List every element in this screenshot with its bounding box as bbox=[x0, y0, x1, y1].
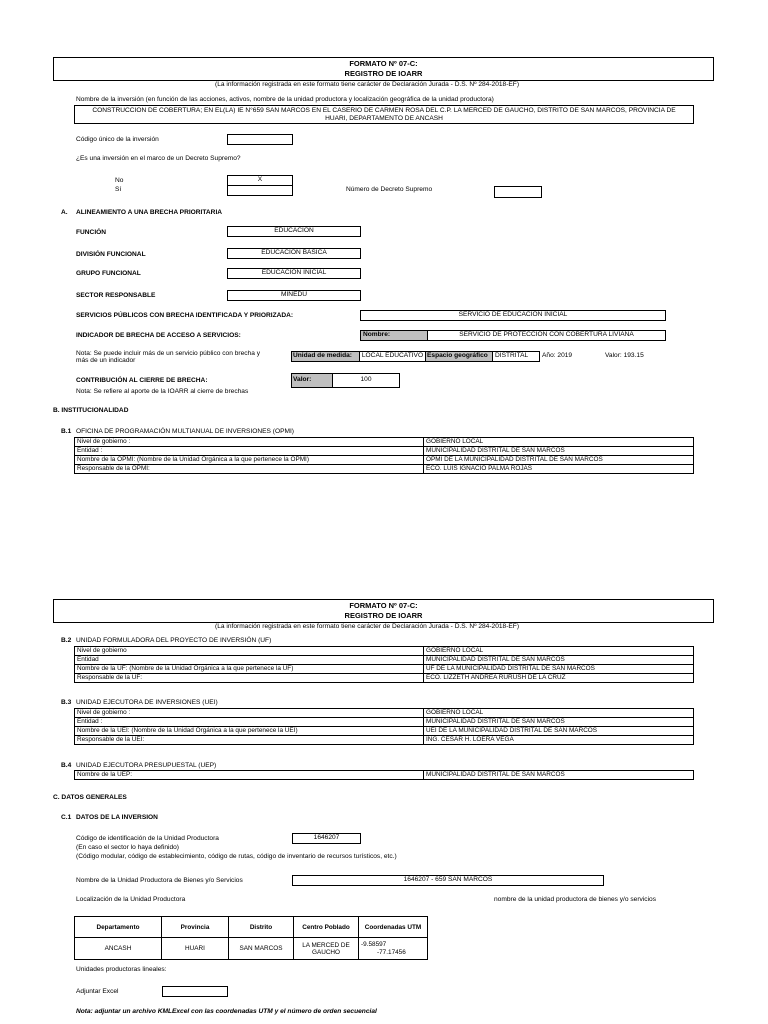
c1-num: C.1 bbox=[61, 814, 72, 821]
table-row bbox=[75, 674, 694, 683]
table-row bbox=[75, 656, 694, 665]
b1-label: Responsable de la OPMI: bbox=[75, 465, 424, 474]
cell-distrito[interactable]: SAN MARCOS bbox=[229, 938, 294, 960]
b1-label: Nivel de gobierno : bbox=[75, 438, 424, 447]
table-row bbox=[75, 727, 694, 736]
b2-value[interactable]: UF DE LA MUNICIPALIDAD DISTRITAL DE SAN MARCOS bbox=[424, 665, 694, 674]
table-row bbox=[75, 447, 694, 456]
table-row bbox=[75, 465, 694, 474]
si-checkbox[interactable] bbox=[227, 185, 293, 196]
nombre-label-cell: Nombre: bbox=[360, 330, 428, 341]
inversion-line2: HUARI, DEPARTAMENTO DE ANCASH bbox=[325, 115, 443, 122]
table-row bbox=[75, 456, 694, 465]
page1-subtitle: (La información registrada en este formato tiene carácter de Declaración Jurada - D.S. Nº 284-2018-EF) bbox=[215, 81, 520, 88]
table-row bbox=[75, 718, 694, 727]
cod-up-label: Código de identificación de la Unidad Productora bbox=[76, 835, 219, 842]
si-label: Sí bbox=[115, 186, 122, 193]
cell-centro-poblado[interactable]: LA MERCED DE GAUCHO bbox=[294, 938, 359, 960]
inversion-line1: CONSTRUCCION DE COBERTURA; EN EL(LA) IE N°659 SAN MARCOS EN EL CASERIO DE CARMEN ROSA DEL C.P. LA MERCED DE GAUCHO, DISTRITO DE SAN MARCOS, PROVINCIA DE bbox=[92, 107, 676, 114]
c1-title: DATOS DE LA INVERSION bbox=[76, 814, 158, 821]
unidad-medida-field[interactable]: LOCAL EDUCATIVO bbox=[359, 351, 426, 362]
espacio-label: Espacio geográfico bbox=[425, 351, 493, 362]
b4-num: B.4 bbox=[61, 762, 72, 769]
section-b-title: B. INSTITUCIONALIDAD bbox=[53, 407, 129, 414]
page1-title-box bbox=[53, 57, 714, 81]
b2-table bbox=[74, 646, 694, 683]
b4-label: Nombre de la UEP: bbox=[75, 771, 424, 780]
division-label: DIVISIÓN FUNCIONAL bbox=[76, 251, 146, 258]
localizacion-table bbox=[74, 916, 428, 960]
valor-label-cell: Valor: bbox=[291, 373, 333, 388]
cell-coordenadas[interactable] bbox=[359, 938, 428, 960]
sector-label: SECTOR RESPONSABLE bbox=[76, 292, 156, 299]
b1-label: Nombre de la OPMI: (Nombre de la Unidad Orgánica a la que pertenece la OPMI) bbox=[75, 456, 424, 465]
b1-value[interactable]: MUNICIPALIDAD DISTRITAL DE SAN MARCOS bbox=[424, 447, 694, 456]
b2-label: Responsable de la UF: bbox=[75, 674, 424, 683]
b2-value[interactable]: GOBIERNO LOCAL bbox=[424, 647, 694, 656]
localizacion-label: Localización de la Unidad Productora bbox=[76, 896, 186, 903]
anio-text: Año: 2019 bbox=[542, 352, 573, 359]
nombre-up-field[interactable]: 1646207 - 659 SAN MARCOS bbox=[292, 875, 604, 886]
lineales-label: Unidades productoras lineales: bbox=[76, 966, 167, 973]
adjuntar-excel-field[interactable] bbox=[162, 986, 228, 997]
section-a-letter: A. bbox=[61, 209, 68, 216]
contrib-nota: Nota: Se refiere al aporte de la IOARR al cierre de brechas bbox=[76, 388, 249, 395]
b3-label: Entidad : bbox=[75, 718, 424, 727]
b1-value[interactable]: OPMI DE LA MUNICIPALIDAD DISTRITAL DE SAN MARCOS bbox=[424, 456, 694, 465]
b1-value[interactable]: ECO. LUIS IGNACIO PALMA ROJAS bbox=[424, 465, 694, 474]
b2-label: Nivel de gobierno bbox=[75, 647, 424, 656]
section-a-title: ALINEAMIENTO A UNA BRECHA PRIORITARIA bbox=[76, 209, 223, 216]
division-field[interactable]: EDUCACION BASICA bbox=[227, 248, 361, 259]
adjuntar-label: Adjuntar Excel bbox=[76, 988, 119, 995]
b3-title: UNIDAD EJECUTORA DE INVERSIONES (UEI) bbox=[76, 699, 218, 706]
valor-field[interactable]: 100 bbox=[332, 373, 400, 388]
nombre-up-note: nombre de la unidad productora de bienes y/o servicios bbox=[494, 896, 657, 903]
cod-up-note: (En caso el sector lo haya definido) bbox=[76, 844, 179, 851]
b3-value[interactable]: UEI DE LA MUNICIPALIDAD DISTRITAL DE SAN MARCOS bbox=[424, 727, 694, 736]
nota1-line1: Nota: Se puede incluir más de un servicio público con brecha y bbox=[76, 350, 260, 357]
b2-num: B.2 bbox=[61, 637, 72, 644]
b1-table bbox=[74, 437, 694, 474]
valor-right-text: Valor: 193.15 bbox=[605, 352, 644, 359]
cell-provincia[interactable]: HUARI bbox=[162, 938, 229, 960]
espacio-field[interactable]: DISTRITAL bbox=[492, 351, 540, 362]
b4-value[interactable]: MUNICIPALIDAD DISTRITAL DE SAN MARCOS bbox=[424, 771, 694, 780]
b2-value[interactable]: MUNICIPALIDAD DISTRITAL DE SAN MARCOS bbox=[424, 656, 694, 665]
b3-num: B.3 bbox=[61, 699, 72, 706]
b3-table bbox=[74, 708, 694, 745]
sector-field[interactable]: MINEDU bbox=[227, 290, 361, 301]
table-row bbox=[75, 647, 694, 656]
contrib-label: CONTRIBUCIÓN AL CIERRE DE BRECHA: bbox=[76, 377, 208, 384]
nombre-field[interactable]: SERVICIO DE PROTECCION CON COBERTURA LIVIANA bbox=[427, 330, 666, 341]
codigo-label: Código único de la inversión bbox=[76, 136, 159, 143]
page1-title-sub: REGISTRO DE IOARR bbox=[344, 69, 423, 78]
grupo-field[interactable]: EDUCACION INICIAL bbox=[227, 268, 361, 279]
b3-label: Nivel de gobierno : bbox=[75, 709, 424, 718]
num-decreto-field[interactable] bbox=[494, 186, 542, 198]
b2-label: Entidad bbox=[75, 656, 424, 665]
cell-departamento[interactable]: ANCASH bbox=[75, 938, 162, 960]
b3-label: Nombre de la UEI: (Nombre de la Unidad Orgánica a la que pertenece la UEI) bbox=[75, 727, 424, 736]
codigo-field[interactable] bbox=[227, 134, 293, 145]
col-departamento: Departamento bbox=[75, 917, 162, 938]
table-row bbox=[75, 665, 694, 674]
indicador-label: INDICADOR DE BRECHA DE ACCESO A SERVICIOS: bbox=[76, 332, 241, 339]
coord-lon: -77.17456 bbox=[377, 948, 406, 956]
table-row bbox=[75, 938, 428, 960]
decreto-question: ¿Es una inversión en el marco de un Decreto Supremo? bbox=[76, 155, 241, 162]
table-row bbox=[75, 709, 694, 718]
funcion-label: FUNCIÓN bbox=[76, 229, 107, 236]
b3-value[interactable]: MUNICIPALIDAD DISTRITAL DE SAN MARCOS bbox=[424, 718, 694, 727]
page1-title: FORMATO Nº 07-C: bbox=[349, 59, 418, 68]
table-row bbox=[75, 438, 694, 447]
inversion-name-field[interactable] bbox=[74, 105, 694, 124]
b3-value[interactable]: GOBIERNO LOCAL bbox=[424, 709, 694, 718]
servicios-field[interactable]: SERVICIO DE EDUCACION INICIAL bbox=[360, 310, 666, 321]
b4-table bbox=[74, 770, 694, 780]
page2-title-sub: REGISTRO DE IOARR bbox=[344, 611, 423, 620]
nota-final: Nota: adjuntar un archivo KMLExcel con las coordenadas UTM y el número de orden secuencial bbox=[76, 1008, 377, 1015]
table-row bbox=[75, 771, 694, 780]
page2-title: FORMATO Nº 07-C: bbox=[349, 601, 418, 610]
nombre-up-label: Nombre de la Unidad Productora de Bienes y/o Servicios bbox=[76, 877, 243, 884]
col-coordenadas: Coordenadas UTM bbox=[359, 917, 428, 938]
page2-title-box bbox=[53, 599, 714, 623]
col-distrito: Distrito bbox=[229, 917, 294, 938]
b4-title: UNIDAD EJECUTORA PRESUPUESTAL (UEP) bbox=[76, 762, 217, 769]
b1-title: OFICINA DE PROGRAMACIÓN MULTIANUAL DE INVERSIONES (OPMI) bbox=[76, 428, 294, 435]
nota1-line2: más de un indicador bbox=[76, 357, 136, 364]
cod-up-field[interactable]: 1646207 bbox=[292, 833, 361, 844]
b2-label: Nombre de la UF: (Nombre de la Unidad Orgánica a la que pertenece la UF) bbox=[75, 665, 424, 674]
b1-label: Entidad : bbox=[75, 447, 424, 456]
no-label: No bbox=[115, 177, 124, 184]
inversion-label: Nombre de la inversión (en función de las acciones, activos, nombre de la unidad productora y localización geográfica de la unidad productora) bbox=[76, 96, 494, 103]
num-decreto-label: Número de Decreto Supremo bbox=[346, 186, 433, 193]
coord-lat: -9.58597 bbox=[361, 940, 387, 948]
b1-value[interactable]: GOBIERNO LOCAL bbox=[424, 438, 694, 447]
page2-subtitle: (La información registrada en este formato tiene carácter de Declaración Jurada - D.S. Nº 284-2018-EF) bbox=[215, 623, 520, 630]
table-header-row bbox=[75, 917, 428, 938]
b3-label: Responsable de la UEI: bbox=[75, 736, 424, 745]
col-centro-poblado: Centro Poblado bbox=[294, 917, 359, 938]
no-checkbox[interactable]: X bbox=[227, 175, 293, 186]
section-c-title: C. DATOS GENERALES bbox=[53, 794, 127, 801]
grupo-label: GRUPO FUNCIONAL bbox=[76, 270, 141, 277]
unidad-medida-label: Unidad de medida: bbox=[291, 351, 360, 362]
b2-value[interactable]: ECO. LIZZETH ANDREA RURUSH DE LA CRUZ bbox=[424, 674, 694, 683]
servicios-label: SERVICIOS PÚBLICOS CON BRECHA IDENTIFICADA Y PRIORIZADA: bbox=[76, 312, 294, 319]
b3-value[interactable]: ING. CESAR H. LOERA VEGA bbox=[424, 736, 694, 745]
b2-title: UNIDAD FORMULADORA DEL PROYECTO DE INVERSIÓN (UF) bbox=[76, 637, 272, 644]
table-row bbox=[75, 736, 694, 745]
funcion-field[interactable]: EDUCACION bbox=[227, 226, 361, 237]
col-provincia: Provincia bbox=[162, 917, 229, 938]
b1-num: B.1 bbox=[61, 428, 72, 435]
cod-up-note2: (Código modular, código de establecimiento, código de rutas, código de inventario de recursos turísticos, etc.) bbox=[76, 853, 397, 860]
